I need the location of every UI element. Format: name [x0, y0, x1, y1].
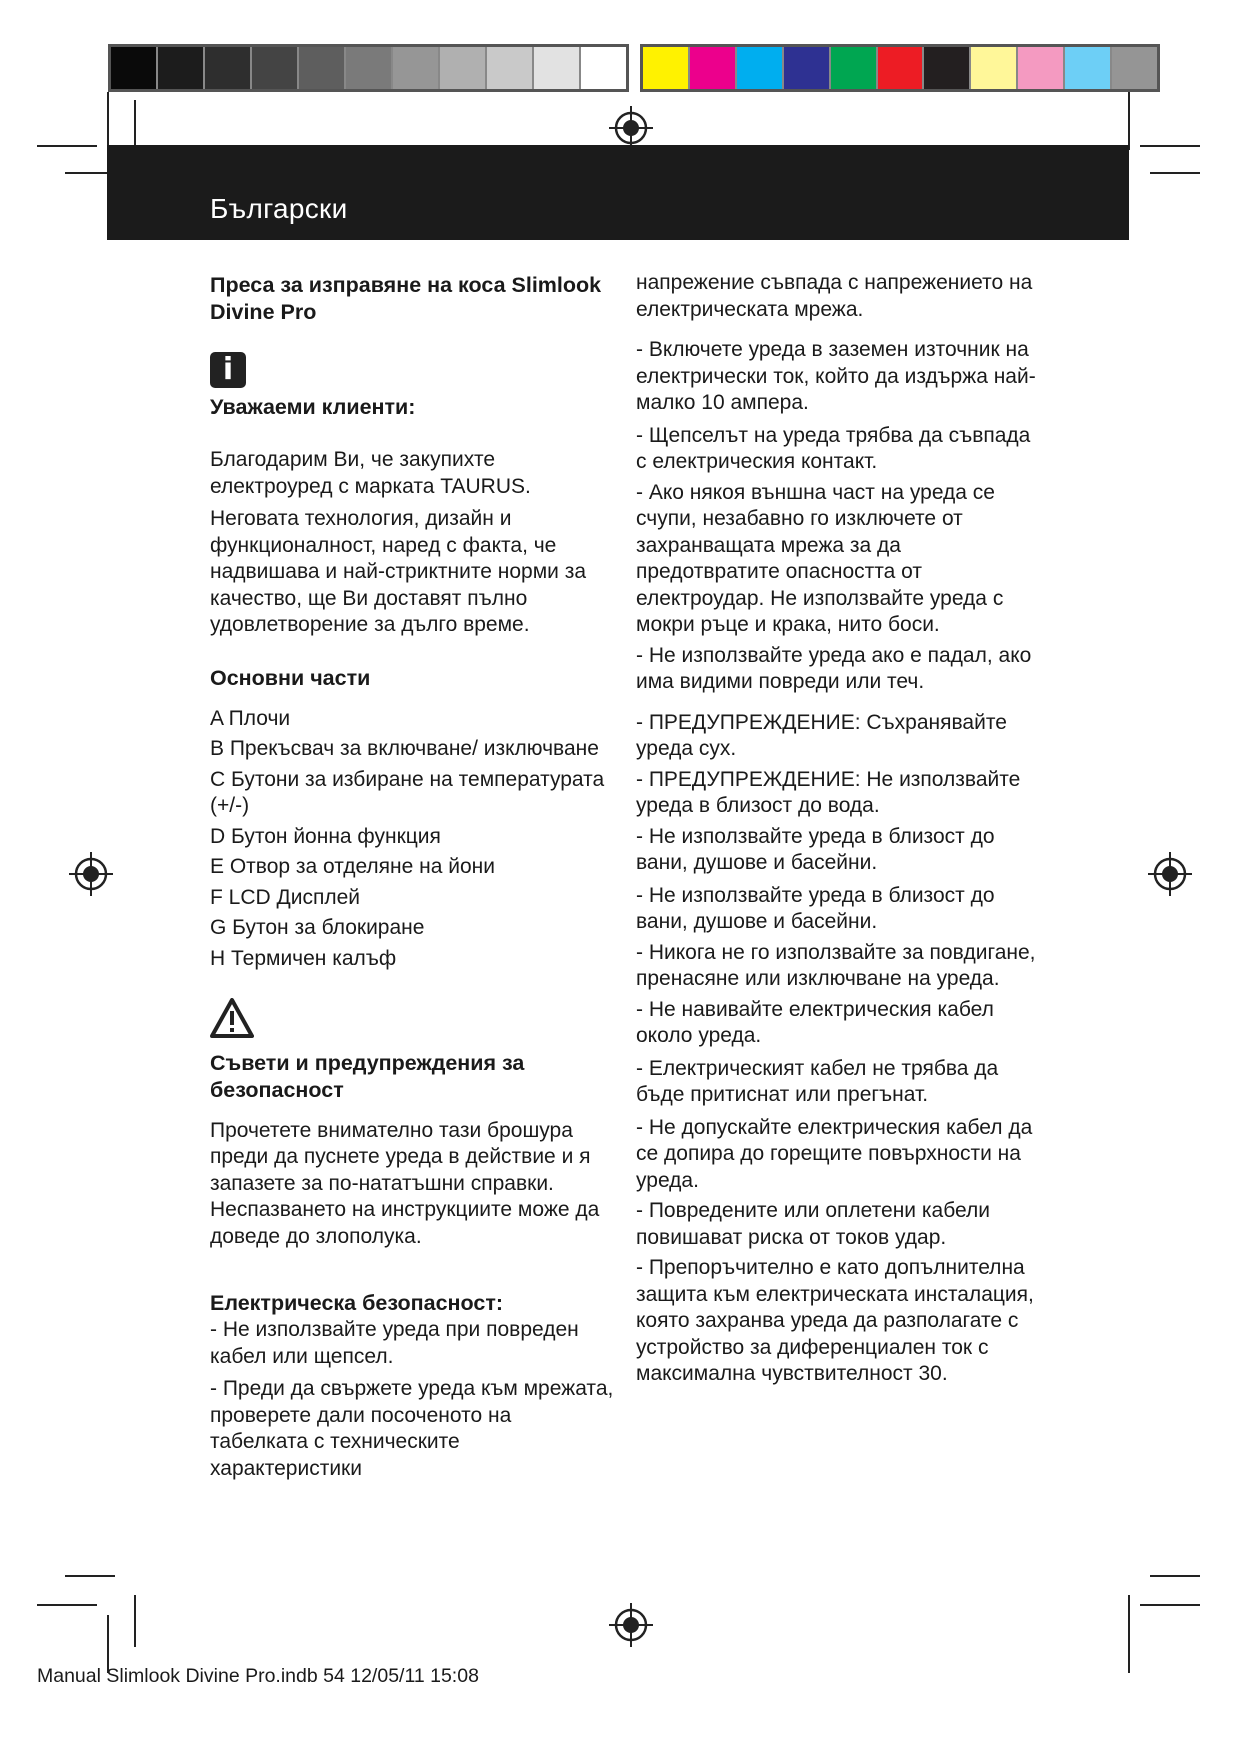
safety-item: - Препоръчително е като допълнителна защита към електрическата инсталация, която захранва уреда да разполагате с устройство за диференциален ток с максимална чувствителност 30. — [636, 1256, 1034, 1385]
header-bar — [107, 145, 1129, 240]
crop-mark — [1128, 1595, 1130, 1673]
color-swatch — [158, 47, 205, 89]
safety-item: - Не използвайте уреда в близост до вани, душове и басейни. — [636, 883, 995, 933]
parts-list — [210, 706, 615, 973]
product-title: Преса за изправяне на коса Slimlook Divine Pro — [210, 273, 602, 324]
safety-item: - Не навивайте електрическия кабел около уреда. — [636, 997, 994, 1047]
color-swatch — [111, 47, 158, 89]
color-swatch — [205, 47, 252, 89]
crop-mark — [107, 92, 109, 150]
registration-mark-icon — [69, 852, 113, 896]
crop-mark — [1140, 1604, 1200, 1606]
color-swatch — [440, 47, 487, 89]
color-calibration-bar — [640, 44, 1160, 92]
part-item: F LCD Дисплей — [210, 885, 360, 909]
safety-item: напрежение съвпада с напрежението на електрическата мрежа. — [636, 271, 1033, 321]
registration-mark-icon — [609, 1603, 653, 1647]
safety-item: - Никога не го използвайте за повдигане, пренасяне или изключване на уреда. — [636, 940, 1036, 990]
right-column — [636, 270, 1041, 1394]
color-swatch — [534, 47, 581, 89]
left-column — [210, 272, 615, 1482]
safety-heading: Съвети и предупреждения за безопасност — [210, 1050, 525, 1102]
color-swatch — [737, 47, 784, 89]
electrical-item: - Не използвайте уреда при повреден кабел или щепсел. — [210, 1318, 579, 1368]
color-swatch — [1065, 47, 1112, 89]
safety-item: - Не допускайте електрическия кабел да се допира до горещите повърхности на уреда. — [636, 1115, 1033, 1192]
safety-item: - Ако някоя външна част на уреда се счупи, незабавно го изключете от захранващата мрежа за да предотвратите опасността от електроудар. Не използвайте уреда с мокри ръце и крака, нито боси. — [636, 480, 1004, 636]
crop-mark — [65, 1575, 115, 1577]
color-swatch — [393, 47, 440, 89]
color-swatch — [487, 47, 534, 89]
crop-mark — [1150, 172, 1200, 174]
part-item: H Термичен калъф — [210, 946, 397, 970]
customers-heading: Уважаеми клиенти: — [210, 395, 416, 419]
warning-triangle-icon — [210, 998, 254, 1038]
part-item: G Бутон за блокиране — [210, 916, 425, 939]
safety-item: - Повредените или оплетени кабели повишават риска от токов удар. — [636, 1199, 990, 1249]
parts-heading: Основни части — [210, 665, 371, 690]
safety-item: - ПРЕДУПРЕЖДЕНИЕ: Не използвайте уреда в близост до вода. — [636, 767, 1021, 817]
part-item: D Бутон йонна функция — [210, 824, 441, 848]
color-swatch — [784, 47, 831, 89]
electrical-item: - Преди да свържете уреда към мрежата, проверете дали посоченото на табелката с техническите характеристики — [210, 1377, 614, 1480]
color-swatch — [878, 47, 925, 89]
safety-item: - Включете уреда в заземен източник на електрически ток, който да издържа най-малко 10 ампера. — [636, 338, 1036, 414]
part-item: A Плочи — [210, 706, 291, 730]
part-item: E Отвор за отделяне на йони — [210, 855, 496, 878]
safety-item: - Електрическият кабел не трябва да бъде притиснат или прегънат. — [636, 1056, 999, 1106]
color-swatch — [1018, 47, 1065, 89]
safety-intro: Прочетете внимателно тази брошура преди да пуснете уреда в действие и я запазете за по-нататъшни справки. Неспазването на инструкциите може да доведе до злополука. — [210, 1118, 600, 1248]
registration-mark-icon — [609, 106, 653, 150]
electrical-heading: Електрическа безопасност: — [210, 1291, 504, 1315]
intro-paragraph: Благодарим Ви, че закупихте електроуред с марката TAURUS. — [210, 448, 531, 498]
registration-mark-icon — [1148, 852, 1192, 896]
safety-item: - Не използвайте уреда в близост до вани, душове и басейни. — [636, 824, 995, 874]
color-swatch — [252, 47, 299, 89]
intro-paragraph: Неговата технология, дизайн и функционалност, наред с факта, че надвишава и най-стриктните норми за качество, ще Ви доставят пълно удовлетворение за дълго време. — [210, 507, 587, 636]
safety-item: - Щепселът на уреда трябва да съвпада с електрическия контакт. — [636, 423, 1031, 473]
crop-mark — [37, 145, 97, 147]
color-swatch — [831, 47, 878, 89]
language-title: Български — [210, 193, 348, 224]
color-swatch — [299, 47, 346, 89]
color-swatch — [971, 47, 1018, 89]
color-swatch — [581, 47, 626, 89]
grayscale-calibration-bar — [108, 44, 629, 92]
crop-mark — [1140, 145, 1200, 147]
safety-item: - ПРЕДУПРЕЖДЕНИЕ: Съхранявайте уреда сух. — [636, 710, 1007, 760]
part-item: B Прекъсвач за включване/ изключване — [210, 737, 599, 760]
color-swatch — [690, 47, 737, 89]
crop-mark — [1128, 92, 1130, 150]
part-item: C Бутони за избиране на температурата (+/-) — [210, 767, 605, 817]
crop-mark — [37, 1604, 97, 1606]
crop-mark — [134, 1595, 136, 1647]
safety-item: - Не използвайте уреда ако е падал, ако има видими повреди или теч. — [636, 643, 1032, 693]
color-swatch — [643, 47, 690, 89]
footer-print-info: Manual Slimlook Divine Pro.indb 54 12/05/11 15:08 — [37, 1665, 479, 1687]
color-swatch — [924, 47, 971, 89]
color-swatch — [346, 47, 393, 89]
color-swatch — [1112, 47, 1157, 89]
info-icon: i — [210, 352, 246, 388]
crop-mark — [1150, 1575, 1200, 1577]
